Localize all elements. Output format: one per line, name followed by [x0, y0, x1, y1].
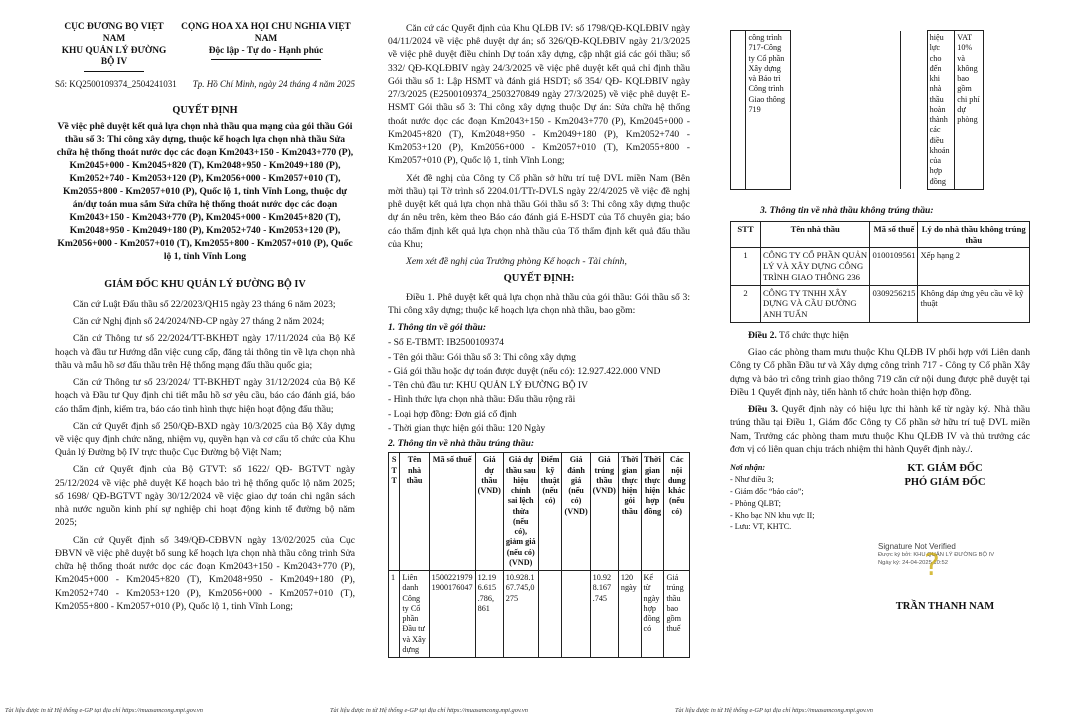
place-date: Tp. Hồ Chí Minh, ngày 24 tháng 4 năm 2025 — [192, 79, 355, 89]
page-column-3 — [730, 30, 1030, 710]
recital: Căn cứ Quyết định số 349/QĐ-CĐBVN ngày 13/02/2025 của Cục ĐBVN về việc phê duyệt bổ sung kế hoạch lựa chọn nhà thầu công trình Sửa chữa hệ thống thoát nước dọc các đoạn Km2043+150 - Km2043+770 (P), Km2045+000 - Km2045+820 (T), Km2048+950 - Km2049+180 (P), Km2052+740 - Km2053+120 (P), Km2056+000 - Km2057+010 (T), Km2055+800 - Km2057+010 (P), Quốc lộ 1, tỉnh Vĩnh Long; — [55, 534, 355, 612]
page-footer: Tài liệu được in từ Hệ thống e-GP tại địa chỉ https://muasamcong.mpi.gov.vn — [675, 707, 873, 714]
table-header: Mã số thuế — [429, 453, 475, 571]
signature-status: Signature Not Verified — [878, 541, 956, 551]
recital: Căn cứ Quyết định số 250/QĐ-BXD ngày 10/3/2025 của Bộ Xây dựng về việc quy định chức năng, nhiệm vụ, quyền hạn và cơ cấu tổ chức của Khu Quản lý Đường bộ IV trực thuộc Cục Đường bộ Việt Nam; — [55, 420, 355, 459]
table-cell: 12.19 6.615 .786, 861 — [475, 571, 503, 658]
signature-check-icon: ? — [924, 547, 940, 583]
table-header: STT — [731, 221, 761, 247]
document-number: Số: KQ2500109374_2504241031 — [55, 79, 177, 89]
recipient-item: - Phòng QLBT; — [730, 498, 781, 508]
table-cell: 1 — [389, 571, 400, 658]
recital: Căn cứ Nghị định số 24/2024/NĐ-CP ngày 27 tháng 2 năm 2024; — [73, 316, 325, 328]
recital: Căn cứ Luật Đấu thầu số 22/2023/QH15 ngày 23 tháng 6 năm 2023; — [73, 298, 336, 310]
page-footer: Tài liệu được in từ Hệ thống e-GP tại địa chỉ https://muasamcong.mpi.gov.vn — [330, 707, 528, 714]
table-cell: công trình 717-Công ty Cổ phần Xây dựng và Bảo trì Công trình Giao thông 719 — [746, 31, 790, 190]
package-info-item: - Tên gói thầu: Gói thầu số 3: Thi công xây dựng — [388, 351, 576, 363]
section-package-info: 1. Thông tin về gói thầu: — [388, 322, 487, 334]
document-header — [55, 22, 355, 72]
table-header: Giá đánh giá (nếu có) (VND) — [562, 453, 590, 571]
number-date-row — [55, 78, 355, 90]
table-cell: hiệu lực cho đến khi nhà thầu hoàn thành các điều khoản của hợp đồng — [927, 31, 955, 190]
table-cell: Kể từ ngày hợp đồng có — [641, 571, 664, 658]
recipient-item: - Lưu: VT, KHTC. — [730, 522, 792, 532]
package-info-item: - Giá gói thầu hoặc dự toán được duyệt (nếu có): 12.927.422.000 VND — [388, 365, 661, 377]
table-cell: Không đáp ứng yêu cầu về kỹ thuật — [918, 285, 1030, 322]
section-winner-info: 2. Thông tin về nhà thầu trúng thầu: — [388, 438, 535, 450]
package-info-item: - Thời gian thực hiện gói thầu: 120 Ngày — [388, 422, 546, 434]
table-header: S T T — [389, 453, 400, 571]
winner-table-continued — [730, 30, 1010, 190]
table-cell: 1500221979 1900176047 — [429, 571, 475, 658]
recipients: Nơi nhận: - Như điều 3; - Giám đốc “báo cáo”; - Phòng QLBT; - Kho bạc NN khu vực II; - Lưu: VT, KHTC. — [730, 462, 850, 533]
signer-title: KT. GIÁM ĐỐC PHÓ GIÁM ĐỐC — [904, 462, 986, 489]
table-header: Mã số thuế — [870, 221, 918, 247]
table-header: Giá dự thầu (VND) — [475, 453, 503, 571]
review-paragraph: Xem xét đề nghị của Trưởng phòng Kế hoạch - Tài chính, — [406, 255, 627, 267]
page-footer: Tài liệu được in từ Hệ thống e-GP tại địa chỉ https://muasamcong.mpi.gov.vn — [5, 707, 203, 714]
basis-paragraph: Căn cứ các Quyết định của Khu QLĐB IV: số 1798/QĐ-KQLĐBIV ngày 04/11/2024 về việc phê duyệt dự án; số 326/QĐ-KQLĐBIV ngày 21/3/2025 về việc phê duyệt điều chỉnh Dự toán xây dựng, cập nhật giá các gói thầu; số 332/ QĐ-KQLĐBIV ngày 24/3/2025 về việc phê duyệt kết quả chỉ định thầu Gói thầu số 1: Lập HSMT và đánh giá HSDT; số 354/ QĐ- KQLĐBIV ngày 27/3/2025 (E2500109374_2503270849 ngày 27/3/2025) về việc phê duyệt E-HSMT Gói thầu số 3: Thi công xây dựng thuộc Dự án: Sửa chữa hệ thống thoát nước dọc các đoạn Km2043+150 - Km2043+770 (P), Km2045+000 - Km2045+820 (T), Km2048+950 - Km2049+180 (P), Km2052+740 - Km2053+120 (P), Km2056+000 - Km2057+010 (T), Km2055+800 - Km2057+010 (P), Quốc lộ 1, tỉnh Vĩnh Long; — [388, 23, 690, 167]
document-subject: Về việc phê duyệt kết quả lựa chọn nhà thầu qua mạng của gói thầu Gói thầu số 3: Thi công xây dựng, thuộc kế hoạch lựa chọn nhà thầu Sửa chữa hệ thống thoát nước dọc các đoạn Km2043+150 - Km2043+770 (P), Km2045+000 - Km2045+820 (T), Km2048+950 - Km2049+180 (P), Km2052+740 - Km2053+120 (P), Km2056+000 - Km2057+010 (T), Km2055+800 - Km2057+010 (P), Quốc lộ 1, tỉnh Vĩnh Long, thuộc dự án/dự toán mua sắm Sửa chữa hệ thống thoát nước dọc các đoạn Km2043+150 - Km2043+770 (P), Km2045+000 - Km2045+820 (T), Km2048+950 - Km2049+180 (P), Km2052+740 - Km2053+120 (P), Km2056+000 - Km2057+010 (T), Km2055+800 - Km2057+010 (P), Quốc lộ 1, tỉnh Vĩnh Long — [56, 121, 354, 262]
table-cell: 120 ngày — [618, 571, 641, 658]
table-row — [731, 31, 1011, 190]
table-cell: 2 — [731, 285, 761, 322]
proposal-paragraph: Xét đề nghị của Công ty Cổ phần sở hữu trí tuệ DVL miền Nam (Bên mời thầu) tại Tờ trình số 2204.01/TTr-DVLS ngày 22/4/2025 về việc đề nghị phê duyệt kết quả lựa chọn nhà thầu Gói thầu số 3: Thi công xây dựng thuộc dự án nêu trên, kèm theo Báo cáo đánh giá E-HSDT của Tổ chuyên gia; báo cáo thẩm định kết quả lựa chọn nhà thầu của Tổ thẩm định kết quả đấu thầu của Khu; — [388, 172, 690, 250]
table-header: Lý do nhà thầu không trúng thầu — [918, 221, 1030, 247]
recipient-item: - Giám đốc “báo cáo”; — [730, 486, 804, 496]
national-motto: CỘNG HÒA XÃ HỘI CHỦ NGHĨA VIỆT NAM Độc lập - Tự do - Hạnh phúc — [177, 22, 355, 72]
table-header: Tên nhà thầu — [760, 221, 870, 247]
table-cell: CÔNG TY CỔ PHẦN QUẢN LÝ VÀ XÂY DỰNG CÔNG TRÌNH GIAO THÔNG 236 — [760, 248, 870, 285]
table-cell: CÔNG TY TNHH XÂY DỰNG VÀ CẦU ĐƯỜNG ANH TUẤN — [760, 285, 870, 322]
table-cell: 10.92 8.167 .745 — [590, 571, 618, 658]
table-cell: VAT 10% và không bao gồm chi phí dự phòng — [955, 31, 984, 190]
article-2-heading: Điều 2. Tổ chức thực hiện — [748, 329, 849, 341]
page-column-1 — [55, 22, 355, 702]
table-header: Thời gian thực hiện gói thầu — [618, 453, 641, 571]
recipient-item: - Như điều 3; — [730, 474, 774, 484]
table-header: Giá dự thầu sau hiệu chỉnh sai lệch thừa (nếu có), giảm giá (nếu có) (VND) — [503, 453, 538, 571]
signature-area — [730, 462, 1030, 672]
document-title: QUYẾT ĐỊNH — [172, 105, 238, 117]
table-header: Tên nhà thầu — [400, 453, 429, 571]
table-cell — [538, 571, 562, 658]
recipient-item: - Kho bạc NN khu vực II; — [730, 510, 815, 520]
recital: Căn cứ Thông tư số 23/2024/ TT-BKHĐT ngày 31/12/2024 của Bộ Kế hoạch và Đầu tư Quy định chi tiết mẫu hồ sơ yêu cầu, báo cáo đánh giá, báo cáo thẩm định, kiểm tra, báo cáo tình hình thực hiện hoạt động đấu thầu; — [55, 377, 355, 415]
table-cell: 10.928.1 67.745,0 275 — [503, 571, 538, 658]
package-info-item: - Số E-TBMT: IB2500109374 — [388, 337, 504, 349]
table-cell: Liên danh Công ty Cổ phần Đầu tư và Xây dựng — [400, 571, 429, 658]
table-row — [731, 248, 1030, 285]
table-header: Thời gian thực hiện hợp đồng — [641, 453, 664, 571]
recital: Căn cứ Quyết định của Bộ GTVT: số 1622/ QĐ- BGTVT ngày 25/12/2024 về việc phê duyệt Kế hoạch bảo trì hệ thống quốc lộ năm 2025; số 1698/ QĐ-BGTVT ngày 30/12/2024 về việc giao dự toán chi ngân sách nhà nước nguồn kinh phí sự nghiệp chi hoạt động kinh tế đường bộ năm 2025; — [55, 464, 355, 529]
signer-heading: GIÁM ĐỐC KHU QUẢN LÝ ĐƯỜNG BỘ IV — [104, 278, 306, 290]
package-info-item: - Tên chủ đầu tư: KHU QUẢN LÝ ĐƯỜNG BỘ IV — [388, 380, 589, 392]
table-row — [389, 571, 690, 658]
page-column-2 — [388, 22, 690, 702]
section-loser-info: 3. Thông tin về nhà thầu không trúng thầu: — [760, 204, 934, 216]
table-row — [731, 285, 1030, 322]
table-header: Giá trúng thầu (VND) — [590, 453, 618, 571]
article-2-body: Giao các phòng tham mưu thuộc Khu QLĐB IV phối hợp với Liên danh Công ty Cổ phần Đầu tư và Xây dựng công trình 717 - Công ty Cổ phần Xây dựng và bảo trì công trình giao thông 719 căn cứ nội dung được phê duyệt tại Điều 1 Quyết định này, tiến hành tổ chức hoàn thiện hợp đồng. — [730, 347, 1030, 398]
table-cell: 0100109561 — [870, 248, 918, 285]
table-cell: Xếp hạng 2 — [918, 248, 1030, 285]
table-header-row — [389, 453, 690, 571]
decision-heading: QUYẾT ĐỊNH: — [503, 273, 575, 285]
table-header-row — [731, 221, 1030, 247]
table-cell — [562, 571, 590, 658]
recital: Căn cứ Thông tư số 22/2024/TT-BKHĐT ngày 17/11/2024 của Bộ Kế hoạch và đầu tư Hướng dẫn việc cung cấp, đăng tải thông tin về lựa chọn nhà thầu và mẫu hồ sơ đấu thầu trên Hệ thống mạng đấu thầu quốc gia; — [55, 333, 355, 371]
loser-table — [730, 221, 1030, 323]
issuing-agency: CỤC ĐƯỜNG BỘ VIỆT NAM KHU QUẢN LÝ ĐƯỜNG BỘ IV — [55, 22, 173, 72]
table-cell: 0309256215 — [870, 285, 918, 322]
article-3: Điều 3. Quyết định này có hiệu lực thi hành kể từ ngày ký. Nhà thầu trúng thầu tại Điều 1, Giám đốc Công ty Cổ phần sở hữu trí tuệ DVL miền Nam, Trưởng các phòng tham mưu thuộc Khu QLĐB IV và thủ trưởng các đơn vị có liên quan chịu trách nhiệm thi hành Quyết định này./. — [730, 404, 1030, 455]
table-header: Các nội dung khác (nếu có) — [664, 453, 690, 571]
article-1: Điều 1. Phê duyệt kết quả lựa chọn nhà thầu của gói thầu: Gói thầu số 3: Thi công xây dựng; thuộc kế hoạch lựa chọn nhà thầu, bao gồm: — [388, 291, 690, 316]
winner-table — [388, 452, 690, 658]
package-info-item: - Hình thức lựa chọn nhà thầu: Đấu thầu rộng rãi — [388, 394, 576, 406]
table-cell: 1 — [731, 248, 761, 285]
digital-signature: Signature Not Verified Được ký bởi: KHU QUẢN LÝ ĐƯỜNG BỘ IV Ngày ký: 24-04-2025 10:52 ? — [860, 542, 1030, 567]
signer-name: TRẦN THANH NAM — [895, 600, 995, 612]
table-cell: Giá trúng thầu bao gồm thuế — [664, 571, 690, 658]
table-header: Điểm kỹ thuật (nếu có) — [538, 453, 562, 571]
package-info-item: - Loại hợp đồng: Đơn giá cố định — [388, 408, 517, 420]
